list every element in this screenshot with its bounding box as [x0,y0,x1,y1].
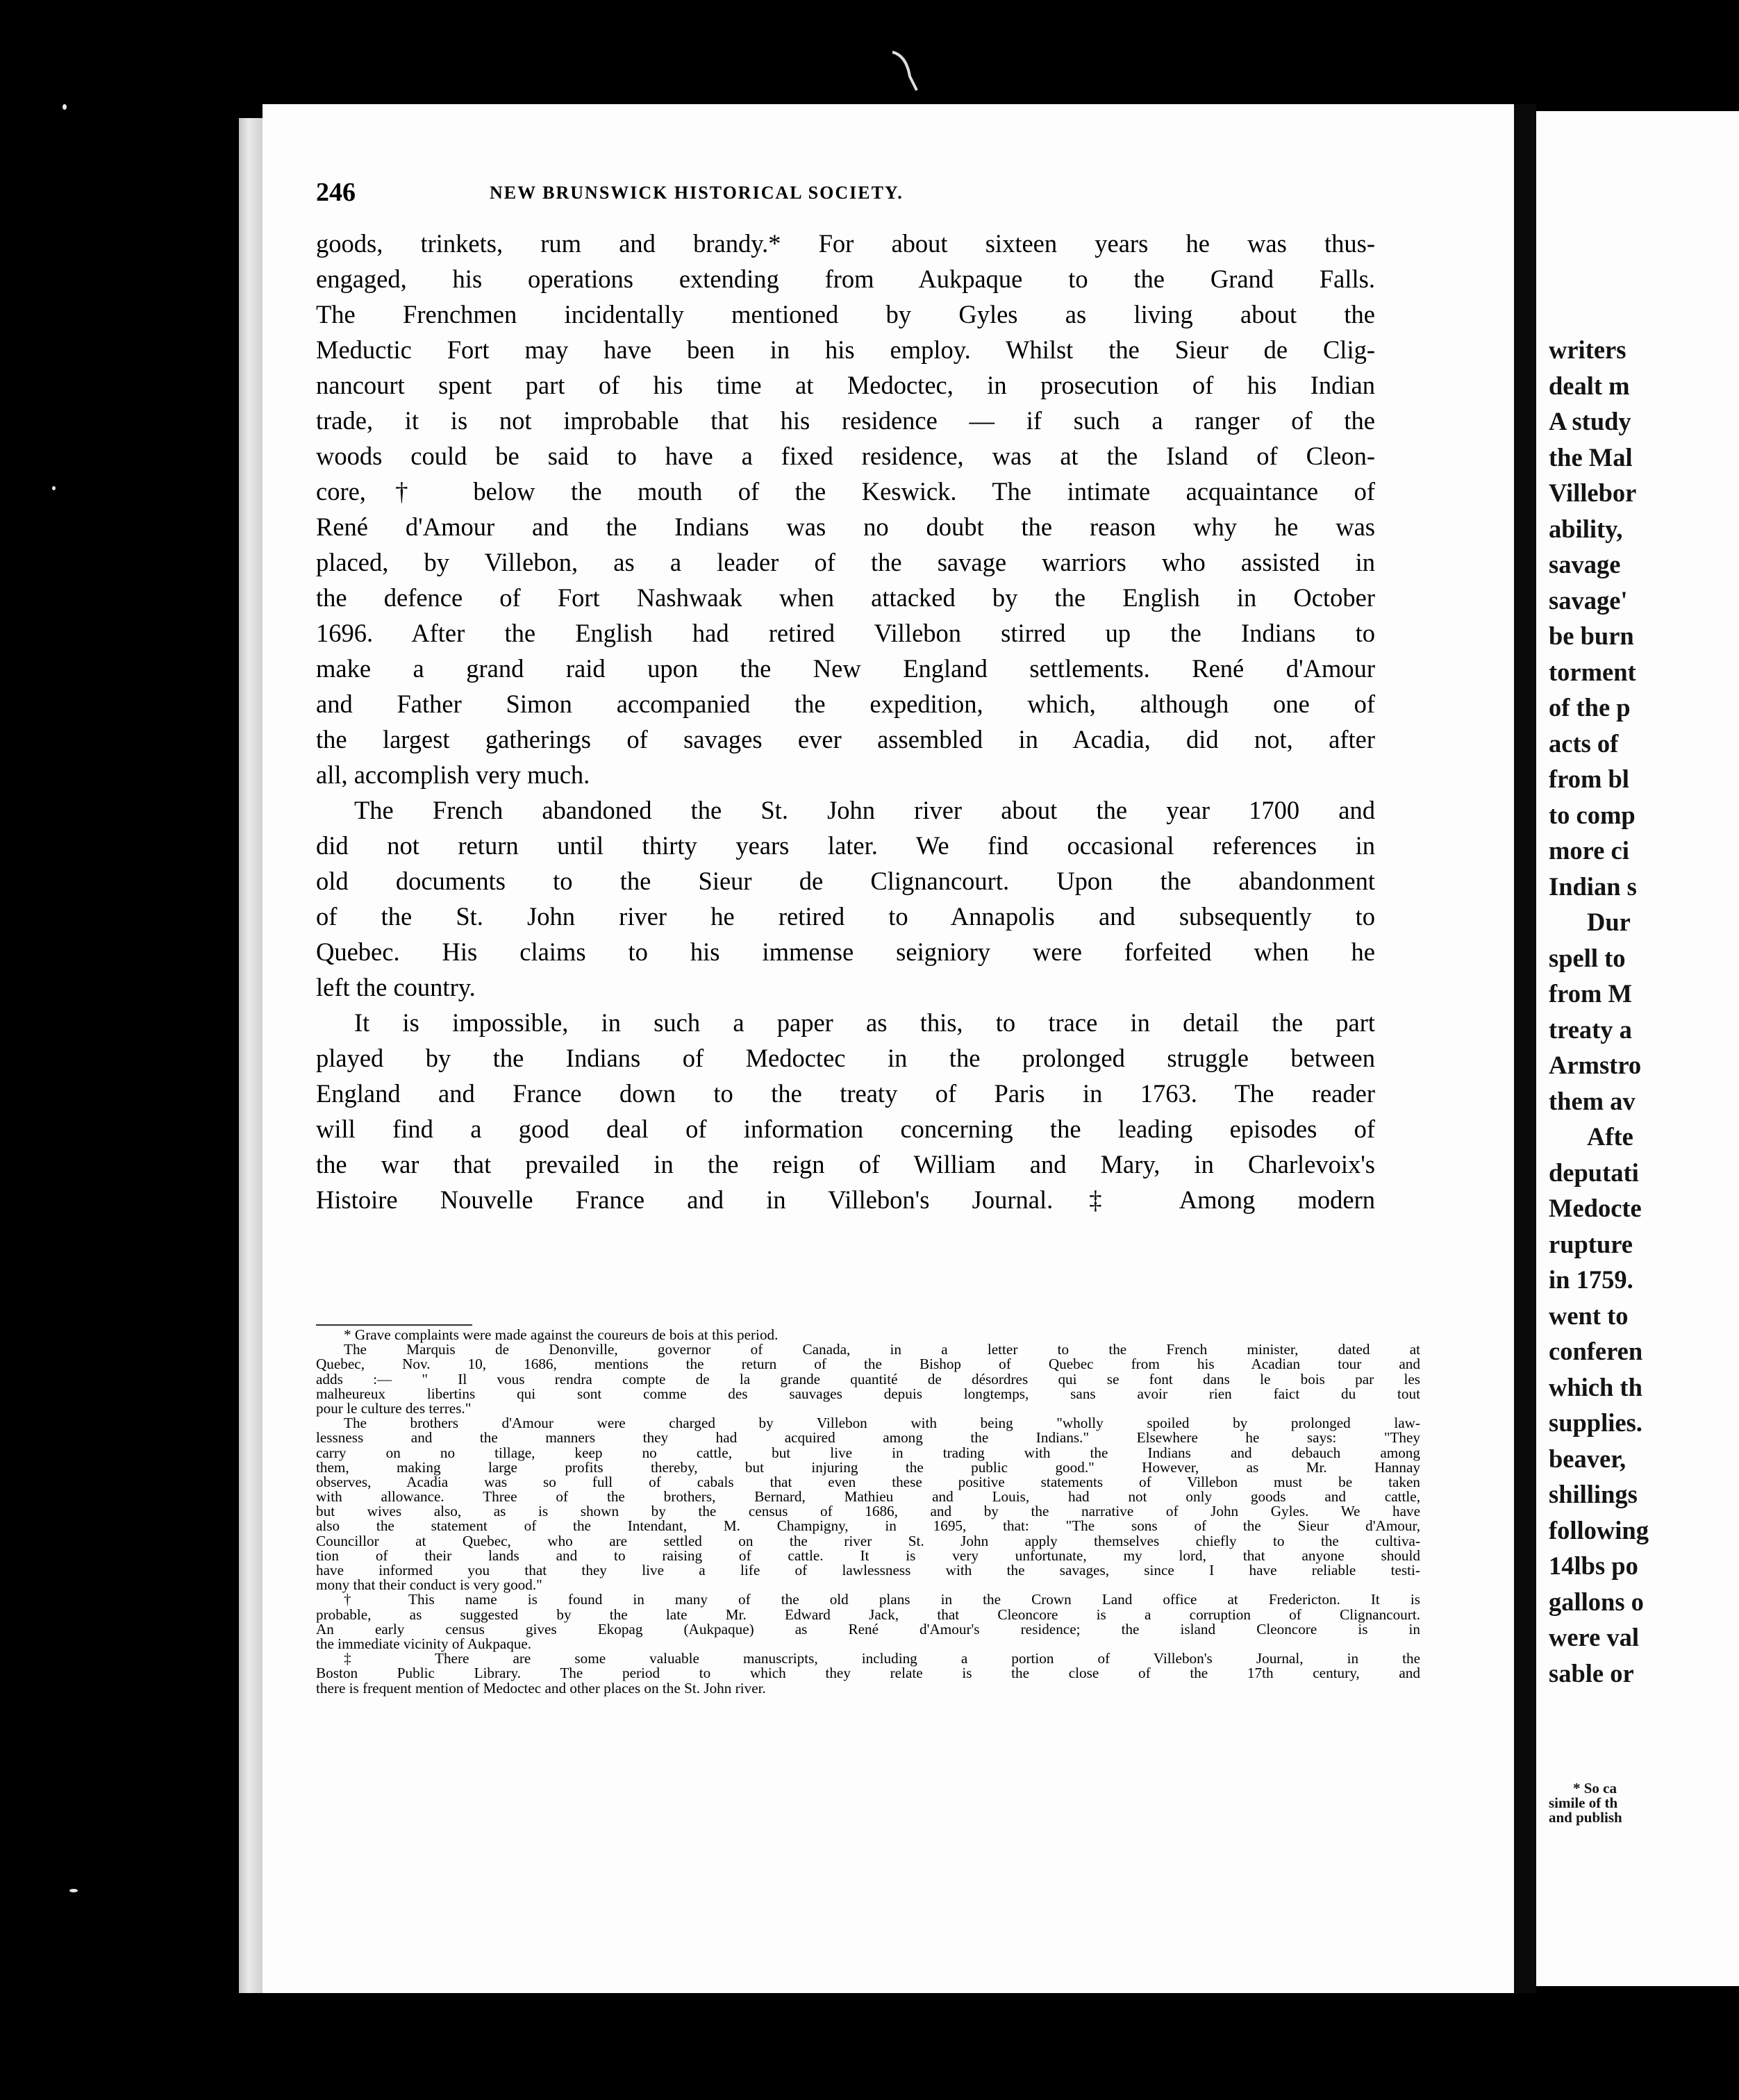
text-line: goods, trinkets, rum and brandy.* For about sixteen years he was thus- [316,229,1375,258]
footnote-line: † This name is found in many of the old plans in the Crown Land office at Fredericton. It is [344,1591,1420,1608]
footnote-line: malheureux libertins qui sont comme des sauvages depuis longtemps, sans avoir rien faict du tout [316,1385,1420,1402]
footnote-line: * Grave complaints were made against the coureurs de bois at this period. [344,1326,779,1343]
footnote-line: the immediate vicinity of Aukpaque. [316,1635,532,1652]
text-line: Histoire Nouvelle France and in Villebon's Journal.‡ Among modern [316,1185,1375,1214]
text-line: acts of [1549,728,1619,758]
text-line: torment [1549,657,1636,686]
footnote-line: Boston Public Library. The period to which they relate is the close of the 17th century, and [316,1665,1420,1682]
text-line: The French abandoned the St. John river about the year 1700 and [354,796,1375,824]
text-line: Quebec. His claims to his immense seigniory were forfeited when he [316,938,1375,966]
text-line: old documents to the Sieur de Clignancourt. Upon the abandonment [316,867,1375,895]
text-line: Dur [1587,908,1631,936]
footnote-line: * So ca [1573,1780,1617,1797]
text-line: It is impossible, in such a paper as this, to trace in detail the part [354,1008,1375,1037]
text-line: placed, by Villebon, as a leader of the savage warriors who assisted in [316,548,1375,576]
text-line: woods could be said to have a fixed residence, was at the Island of Cleon- [316,442,1375,470]
text-line: treaty a [1549,1015,1632,1044]
text-line: shillings [1549,1480,1638,1508]
footnote-rule [316,1324,472,1326]
text-line: the defence of Fort Nashwaak when attacked by the English in October [316,583,1375,612]
footnote-line: simile of th [1549,1794,1618,1811]
footnote-line: also the statement of the Intendant, M. Champigny, in 1695, that: "The sons of the Sieur d'Amour, [316,1517,1420,1535]
footnote-line: ‡ There are some valuable manuscripts, including a portion of Villebon's Journal, in the [344,1650,1420,1667]
text-line: The Frenchmen incidentally mentioned by Gyles as living about the [316,300,1375,328]
text-line: 1696. After the English had retired Villebon stirred up the Indians to [316,619,1375,647]
body-text [316,226,1375,1217]
text-line: sable or [1549,1658,1634,1688]
scan-speck [63,104,67,110]
text-line: and Father Simon accompanied the expedition, which, although one of [316,690,1375,718]
footnote-line: lessness and the manners they had acquired among the Indians." Elsewhere he says: "They [316,1429,1420,1447]
text-line: Afte [1587,1122,1633,1151]
text-line: the war that prevailed in the reign of William and Mary, in Charlevoix's [316,1150,1375,1178]
text-line: played by the Indians of Medoctec in the prolonged struggle between [316,1044,1375,1072]
text-line: dealt m [1549,371,1630,400]
text-line: left the country. [316,973,476,1001]
footnote-line: there is frequent mention of Medoctec and other places on the St. John river. [316,1679,766,1697]
right-page [1536,111,1739,1986]
footnote-line: observes, Acadia was so full of cabals that even these positive statements of Villebon must be taken [316,1473,1420,1490]
footnote-line: Councillor at Quebec, who are settled on the river St. John apply themselves chiefly to the cultiva- [316,1532,1420,1549]
book-gutter [1514,104,1536,1993]
text-line: gallons o [1549,1587,1644,1616]
text-line: deputati [1549,1158,1639,1187]
text-line: the Mal [1549,442,1633,472]
text-line: conferen [1549,1337,1643,1365]
text-line: be burn [1549,622,1634,650]
text-line: to comp [1549,800,1636,829]
text-line: in 1759. [1549,1265,1633,1294]
scan-speck [69,1889,78,1892]
text-line: make a grand raid upon the New England settlements. René d'Amour [316,654,1375,683]
text-line: ability, [1549,514,1623,543]
text-line: more ci [1549,836,1629,865]
footnote-line: tion of their lands and to raising of cattle. It is very unfortunate, my lord, that anyone should [316,1547,1420,1564]
footnote-line: carry on no tillage, keep no cattle, but live in trading with the Indians and debauch among [316,1444,1420,1461]
text-line: which th [1549,1372,1642,1401]
text-line: Indian s [1549,872,1637,901]
footnote-line: The brothers d'Amour were charged by Villebon with being "wholly spoiled by prolonged law- [344,1415,1420,1432]
text-line: of the p [1549,693,1631,722]
right-page-text [1549,332,1649,1691]
text-line: were val [1549,1623,1640,1651]
text-line: Medocte [1549,1194,1642,1222]
text-line: of the St. John river he retired to Annapolis and subsequently to [316,902,1375,931]
text-line: Armstro [1549,1051,1642,1079]
page-edge [239,118,263,1993]
text-line: savage [1549,550,1621,578]
text-line: savage' [1549,585,1628,615]
text-line: England and France down to the treaty of Paris in 1763. The reader [316,1079,1375,1108]
text-line: René d'Amour and the Indians was no doubt the reason why he was [316,512,1375,541]
text-line: core,† below the mouth of the Keswick. The intimate acquaintance of [316,477,1375,506]
footnote-line: An early census gives Ekopag (Aukpaque) as René d'Amour's residence; the island Cleoncore is in [316,1620,1420,1638]
text-line: Villebor [1549,478,1637,507]
text-line: from bl [1549,765,1629,793]
text-line: 14lbs po [1549,1551,1638,1580]
text-line: them av [1549,1086,1636,1115]
footnote-line: mony that their conduct is very good." [316,1576,542,1594]
footnote-line: pour le culture des terres." [316,1399,472,1417]
footnote-line: The Marquis de Denonville, governor of Canada, in a letter to the French minister, dated at [344,1341,1420,1358]
text-line: from M [1549,979,1632,1008]
text-line: went to [1549,1301,1629,1330]
text-line: nancourt spent part of his time at Medoctec, in prosecution of his Indian [316,371,1375,399]
running-head [316,177,1399,209]
text-line: trade, it is not improbable that his residence — if such a ranger of the [316,406,1375,435]
footnote-line: Quebec, Nov. 10, 1686, mentions the return of the Bishop of Quebec from his Acadian tour and [316,1356,1420,1373]
footnotes [316,1328,1420,1696]
footnote-line: have informed you that they live a life of lawlessness with the savages, since I have reliable testi- [316,1562,1420,1578]
page-number: 246 [316,178,356,207]
text-line: beaver, [1549,1444,1626,1473]
footnote-line: probable, as suggested by the late Mr. Edward Jack, that Cleoncore is a corruption of Clignancourt. [316,1606,1420,1623]
footnote-line: with allowance. Three of the brothers, Bernard, Mathieu and Louis, had not only goods and cattle, [316,1488,1420,1506]
text-line: rupture [1549,1229,1633,1258]
footnote-line: adds :— " Il vous rendra compte de la grande quantité de désordres qui se font dans le bois par les [316,1370,1420,1388]
text-line: engaged, his operations extending from Aukpaque to the Grand Falls. [316,265,1375,293]
footnote-line: but wives also, as is shown by the census of 1686, and by the narrative of John Gyles. We have [316,1503,1420,1520]
text-line: supplies. [1549,1408,1642,1437]
scan-artifact-curl [889,49,931,97]
text-line: did not return until thirty years later. We find occasional references in [316,831,1375,860]
text-line: A study [1549,407,1631,435]
running-title: NEW BRUNSWICK HISTORICAL SOCIETY. [490,183,904,203]
footnote-line: and publish [1549,1809,1622,1826]
text-line: writers [1549,335,1626,364]
text-line: will find a good deal of information concerning the leading episodes of [316,1115,1375,1143]
text-line: the largest gatherings of savages ever assembled in Acadia, did not, after [316,725,1375,753]
text-line: all, accomplish very much. [316,760,590,789]
text-line: Meductic Fort may have been in his employ. Whilst the Sieur de Clig- [316,335,1375,364]
footnote-line: them, making large profits thereby, but injuring the public good." However, as Mr. Hannay [316,1458,1420,1476]
scan-speck [52,486,56,490]
text-line: following [1549,1515,1649,1544]
text-line: spell to [1549,943,1626,972]
right-page-footnotes [1549,1781,1622,1825]
